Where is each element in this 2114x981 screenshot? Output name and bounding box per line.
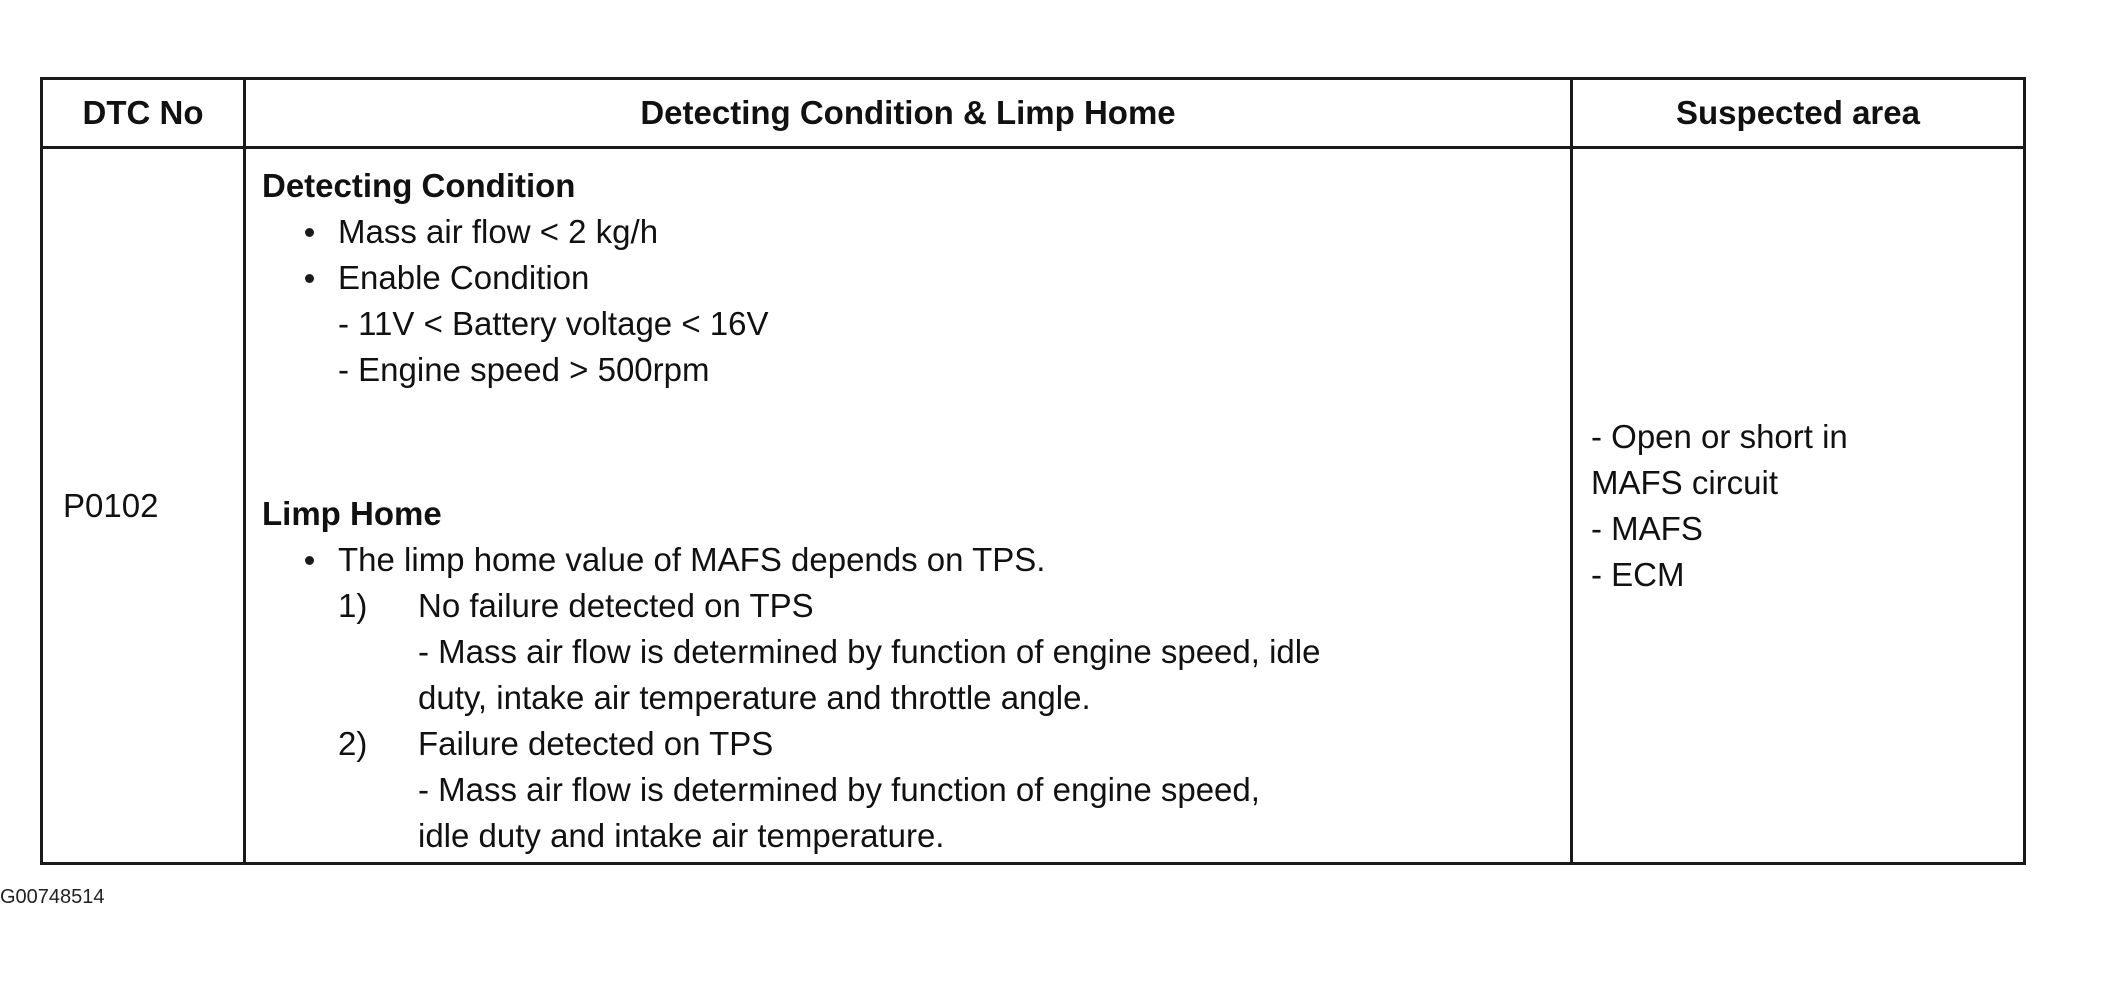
bullet-item — [262, 537, 1554, 583]
suspected-area-line: MAFS circuit — [1591, 463, 1779, 501]
item-number: 1) — [338, 587, 368, 624]
numbered-item — [262, 721, 1554, 767]
item-title: No failure detected on TPS — [418, 587, 814, 624]
item-description: duty, intake air temperature and throttle angle. — [418, 679, 1091, 716]
limp-home-heading: Limp Home — [262, 495, 442, 532]
table-header-row — [42, 79, 2025, 148]
bullet-item — [262, 255, 1554, 301]
bullet-text: Mass air flow < 2 kg/h — [338, 213, 659, 250]
item-number: 2) — [338, 725, 368, 762]
enable-sub-item: - Engine speed > 500rpm — [338, 351, 710, 388]
header-suspected-area: Suspected area — [1572, 79, 2025, 148]
dtc-table — [40, 77, 2026, 865]
header-detecting-condition: Detecting Condition & Limp Home — [245, 79, 1572, 148]
item-description: idle duty and intake air temperature. — [418, 817, 945, 854]
suspected-area-line: - Open or short in — [1591, 417, 1848, 455]
suspected-area-line: - ECM — [1591, 555, 1685, 593]
item-description: - Mass air flow is determined by function of engine speed, idle — [418, 633, 1321, 670]
bullet-text: The limp home value of MAFS depends on TPS. — [338, 541, 1046, 578]
suspected-area-cell — [1572, 148, 2025, 864]
figure-id: G00748514 — [0, 886, 105, 908]
bullet-icon — [305, 228, 314, 237]
enable-sub-item: - 11V < Battery voltage < 16V — [338, 305, 769, 342]
detecting-condition-heading: Detecting Condition — [262, 167, 576, 204]
item-title: Failure detected on TPS — [418, 725, 774, 762]
table-row — [42, 148, 2025, 864]
condition-cell — [245, 148, 1572, 864]
dtc-code: P0102 — [63, 486, 159, 524]
bullet-icon — [305, 274, 314, 283]
dtc-code-cell — [42, 148, 245, 864]
suspected-area-line: - MAFS — [1591, 509, 1703, 547]
item-description: - Mass air flow is determined by function of engine speed, — [418, 771, 1260, 808]
numbered-item — [262, 583, 1554, 629]
bullet-text: Enable Condition — [338, 259, 590, 296]
header-dtc-no: DTC No — [42, 79, 245, 148]
section-spacer — [262, 393, 1554, 491]
bullet-icon — [305, 556, 314, 565]
bullet-item — [262, 209, 1554, 255]
